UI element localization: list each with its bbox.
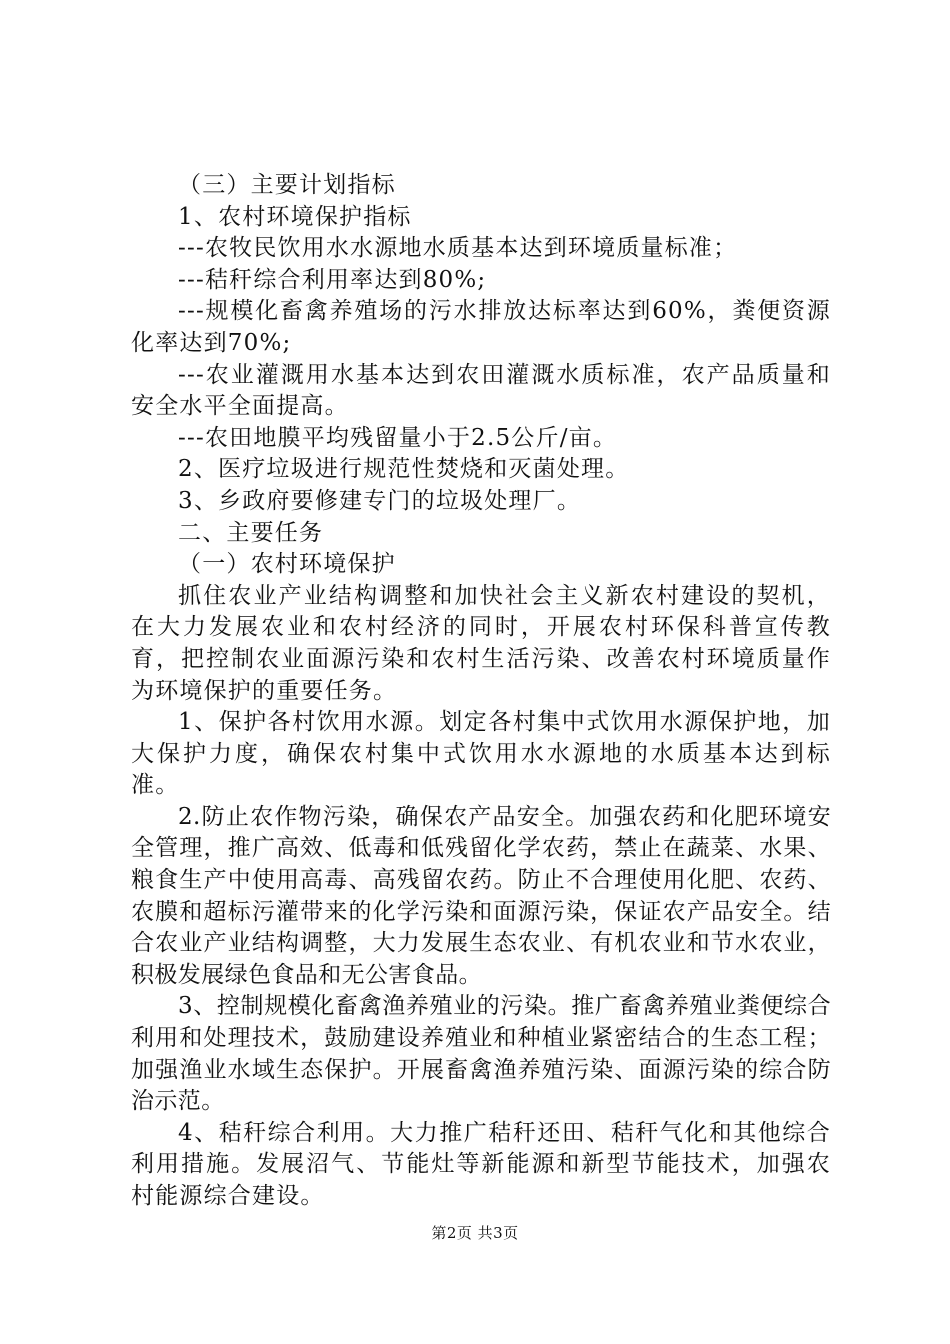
indicator-livestock-wastewater: ---规模化畜禽养殖场的污水排放达标率达到60%，粪便资源化率达到70%; <box>131 298 831 356</box>
paragraph-straw-utilization: 4、秸秆综合利用。大力推广秸秆还田、秸秆气化和其他综合利用措施。发展沼气、节能灶等新能源和新型节能技术，加强农村能源综合建设。 <box>131 1119 831 1209</box>
indicator-irrigation-water: ---农业灌溉用水基本达到农田灌溉水质标准，农产品质量和安全水平全面提高。 <box>131 361 831 420</box>
indicator-drinking-water: ---农牧民饮用水水源地水质基本达到环境质量标准； <box>178 235 738 262</box>
section-heading-plan-indicators: （三）主要计划指标 <box>178 172 396 198</box>
paragraph-intro: 抓住农业产业结构调整和加快社会主义新农村建设的契机，在大力发展农业和农村经济的同时，开展农村环保科普宣传教育，把控制农业面源污染和农村生活污染、改善农村环境质量作为环境保护的重要任务。 <box>131 582 831 704</box>
subheading-rural-env-indicators: 1、农村环境保护指标 <box>178 203 412 230</box>
indicator-straw-utilization: ---秸秆综合利用率达到80%; <box>178 266 487 293</box>
paragraph-crop-pollution: 2.防止农作物污染，确保农产品安全。加强农药和化肥环境安全管理，推广高效、低毒和低残留化学农药，禁止在蔬菜、水果、粮食生产中使用高毒、高残留农药。防止不合理使用化肥、农药、农膜和超标污灌带来的化学污染和面源污染，保证农产品安全。结合农业产业结构调整，大力发展生态农业、有机农业和节水农业，积极发展绿色食品和无公害食品。 <box>131 803 831 988</box>
paragraph-drinking-water-source: 1、保护各村饮用水源。划定各村集中式饮用水源保护地，加大保护力度，确保农村集中式饮用水水源地的水质基本达到标准。 <box>131 709 831 799</box>
paragraph-livestock-pollution: 3、控制规模化畜禽渔养殖业的污染。推广畜禽养殖业粪便综合利用和处理技术，鼓励建设养殖业和种植业紧密结合的生态工程；加强渔业水域生态保护。开展畜禽渔养殖污染、面源污染的综合防治示范。 <box>131 993 831 1115</box>
page-number-footer: 第2页 共3页 <box>431 1224 519 1242</box>
document-body <box>131 170 831 1213</box>
item-medical-waste: 2、医疗垃圾进行规范性焚烧和灭菌处理。 <box>178 456 630 483</box>
item-waste-plant: 3、乡政府要修建专门的垃圾处理厂。 <box>178 487 582 514</box>
section-heading-main-tasks: 二、主要任务 <box>178 519 324 546</box>
subheading-rural-env-protection: （一）农村环境保护 <box>178 551 396 578</box>
indicator-plastic-film-residue: ---农田地膜平均残留量小于2.5公斤/亩。 <box>178 424 618 451</box>
